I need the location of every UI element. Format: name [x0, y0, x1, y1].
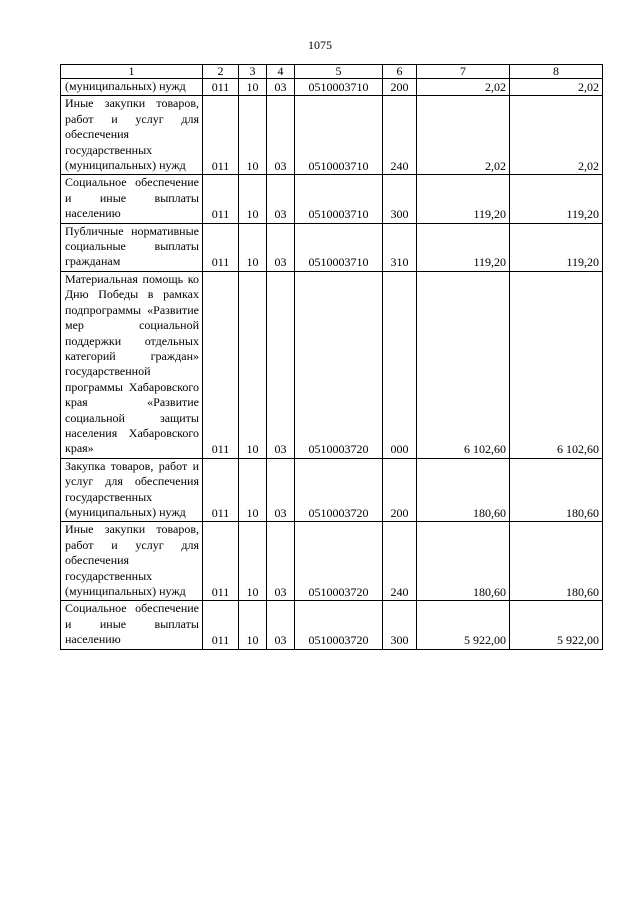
amount-column-8: 6 102,60 [510, 271, 603, 458]
section-code: 10 [239, 223, 267, 271]
target-article-code: 0510003720 [295, 601, 383, 649]
amount-column-7: 2,02 [417, 96, 510, 175]
expense-type-code: 310 [383, 223, 417, 271]
table-row [61, 522, 603, 601]
target-article-code: 0510003710 [295, 96, 383, 175]
target-article-code: 0510003710 [295, 79, 383, 96]
ministry-code: 011 [203, 79, 239, 96]
column-header-3: 3 [239, 65, 267, 79]
amount-column-7: 5 922,00 [417, 601, 510, 649]
column-header-6: 6 [383, 65, 417, 79]
amount-column-7: 119,20 [417, 223, 510, 271]
target-article-code: 0510003720 [295, 458, 383, 522]
row-name: Иные закупки товаров, работ и услуг для обеспечения государственных (муниципальных) нужд [61, 96, 203, 175]
target-article-code: 0510003720 [295, 271, 383, 458]
table-row [61, 96, 603, 175]
amount-column-7: 180,60 [417, 458, 510, 522]
subsection-code: 03 [267, 175, 295, 223]
table-row [61, 271, 603, 458]
expense-type-code: 240 [383, 522, 417, 601]
section-code: 10 [239, 79, 267, 96]
section-code: 10 [239, 458, 267, 522]
subsection-code: 03 [267, 458, 295, 522]
target-article-code: 0510003710 [295, 175, 383, 223]
budget-table [60, 64, 603, 650]
amount-column-8: 180,60 [510, 458, 603, 522]
row-name: Социальное обеспечение и иные выплаты населению [61, 601, 203, 649]
amount-column-7: 119,20 [417, 175, 510, 223]
row-name: Закупка товаров, работ и услуг для обеспечения государственных (муниципальных) нужд [61, 458, 203, 522]
table-row [61, 601, 603, 649]
amount-column-8: 119,20 [510, 175, 603, 223]
table-row [61, 79, 603, 96]
ministry-code: 011 [203, 271, 239, 458]
amount-column-8: 2,02 [510, 79, 603, 96]
target-article-code: 0510003720 [295, 522, 383, 601]
ministry-code: 011 [203, 522, 239, 601]
subsection-code: 03 [267, 522, 295, 601]
page-number: 1075 [308, 38, 332, 52]
amount-column-8: 2,02 [510, 96, 603, 175]
row-name: (муниципальных) нужд [61, 79, 203, 96]
expense-type-code: 200 [383, 458, 417, 522]
table-row [61, 458, 603, 522]
ministry-code: 011 [203, 601, 239, 649]
ministry-code: 011 [203, 223, 239, 271]
column-header-8: 8 [510, 65, 603, 79]
subsection-code: 03 [267, 96, 295, 175]
column-header-5: 5 [295, 65, 383, 79]
amount-column-7: 180,60 [417, 522, 510, 601]
column-header-7: 7 [417, 65, 510, 79]
amount-column-8: 5 922,00 [510, 601, 603, 649]
ministry-code: 011 [203, 458, 239, 522]
section-code: 10 [239, 175, 267, 223]
section-code: 10 [239, 601, 267, 649]
target-article-code: 0510003710 [295, 223, 383, 271]
subsection-code: 03 [267, 601, 295, 649]
section-code: 10 [239, 522, 267, 601]
column-header-4: 4 [267, 65, 295, 79]
subsection-code: 03 [267, 271, 295, 458]
amount-column-8: 119,20 [510, 223, 603, 271]
amount-column-7: 2,02 [417, 79, 510, 96]
header-row [61, 65, 603, 79]
section-code: 10 [239, 96, 267, 175]
section-code: 10 [239, 271, 267, 458]
expense-type-code: 300 [383, 175, 417, 223]
expense-type-code: 300 [383, 601, 417, 649]
row-name: Социальное обеспечение и иные выплаты населению [61, 175, 203, 223]
row-name: Публичные нормативные социальные выплаты гражданам [61, 223, 203, 271]
column-header-2: 2 [203, 65, 239, 79]
expense-type-code: 000 [383, 271, 417, 458]
table-row [61, 175, 603, 223]
subsection-code: 03 [267, 79, 295, 96]
row-name: Иные закупки товаров, работ и услуг для обеспечения государственных (муниципальных) нужд [61, 522, 203, 601]
subsection-code: 03 [267, 223, 295, 271]
amount-column-8: 180,60 [510, 522, 603, 601]
ministry-code: 011 [203, 175, 239, 223]
expense-type-code: 200 [383, 79, 417, 96]
expense-type-code: 240 [383, 96, 417, 175]
ministry-code: 011 [203, 96, 239, 175]
row-name: Материальная помощь ко Дню Победы в рамках подпрограммы «Развитие мер социальной поддержки отдельных категорий граждан» государственной программы Хабаровского края «Развитие социальной защиты населения Хабаровского края» [61, 271, 203, 458]
table-row [61, 223, 603, 271]
column-header-1: 1 [61, 65, 203, 79]
amount-column-7: 6 102,60 [417, 271, 510, 458]
